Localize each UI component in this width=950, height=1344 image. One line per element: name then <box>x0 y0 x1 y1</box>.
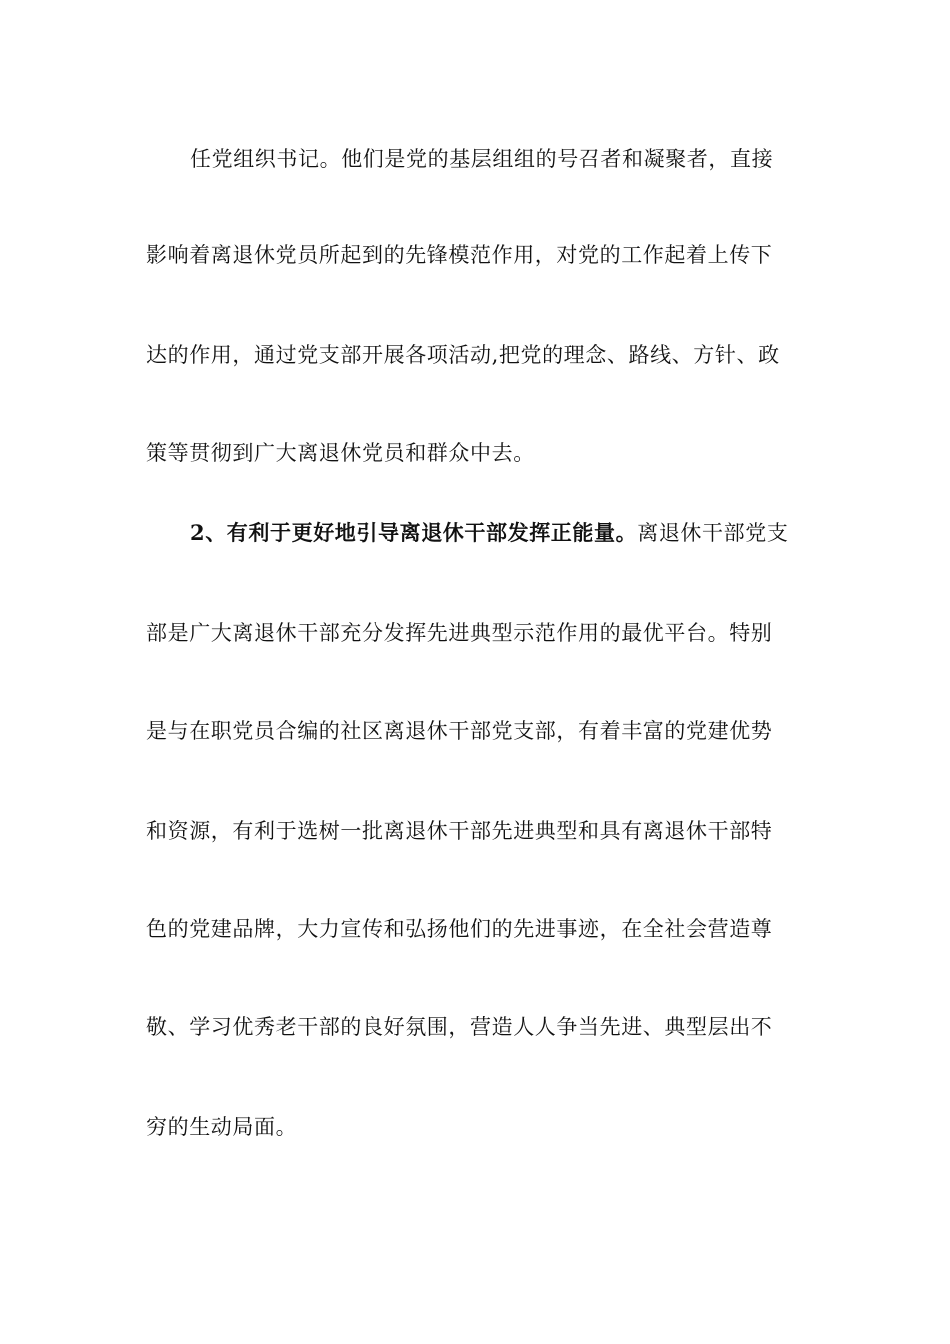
paragraph-2-line-1 <box>190 520 806 546</box>
paragraph-2-heading: 2、有利于更好地引导离退休干部发挥正能量。 <box>190 520 638 545</box>
paragraph-1-line-3: 达的作用，通过党支部开展各项活动,把党的理念、路线、方针、政 <box>146 343 780 367</box>
paragraph-2-line-7: 穷的生动局面。 <box>146 1115 298 1139</box>
paragraph-2-line-4: 和资源，有利于选树一批离退休干部先进典型和具有离退休干部特 <box>146 819 773 843</box>
paragraph-2-line-5: 色的党建品牌，大力宣传和弘扬他们的先进事迹，在全社会营造尊 <box>146 917 773 941</box>
paragraph-1-line-1: 任党组织书记。他们是党的基层组组的号召者和凝聚者，直接 <box>190 147 774 171</box>
paragraph-1-line-4: 策等贯彻到广大离退休党员和群众中去。 <box>146 441 535 465</box>
paragraph-2-line-2: 部是广大离退休干部充分发挥先进典型示范作用的最优平台。特别 <box>146 621 773 645</box>
paragraph-2-line-1-rest: 离退休干部党支 <box>637 521 789 545</box>
paragraph-2-line-3: 是与在职党员合编的社区离退休干部党支部，有着丰富的党建优势 <box>146 719 773 743</box>
paragraph-1-line-2: 影响着离退休党员所起到的先锋模范作用，对党的工作起着上传下 <box>146 243 773 267</box>
paragraph-2-line-6: 敬、学习优秀老干部的良好氛围，营造人人争当先进、典型层出不 <box>146 1015 773 1039</box>
